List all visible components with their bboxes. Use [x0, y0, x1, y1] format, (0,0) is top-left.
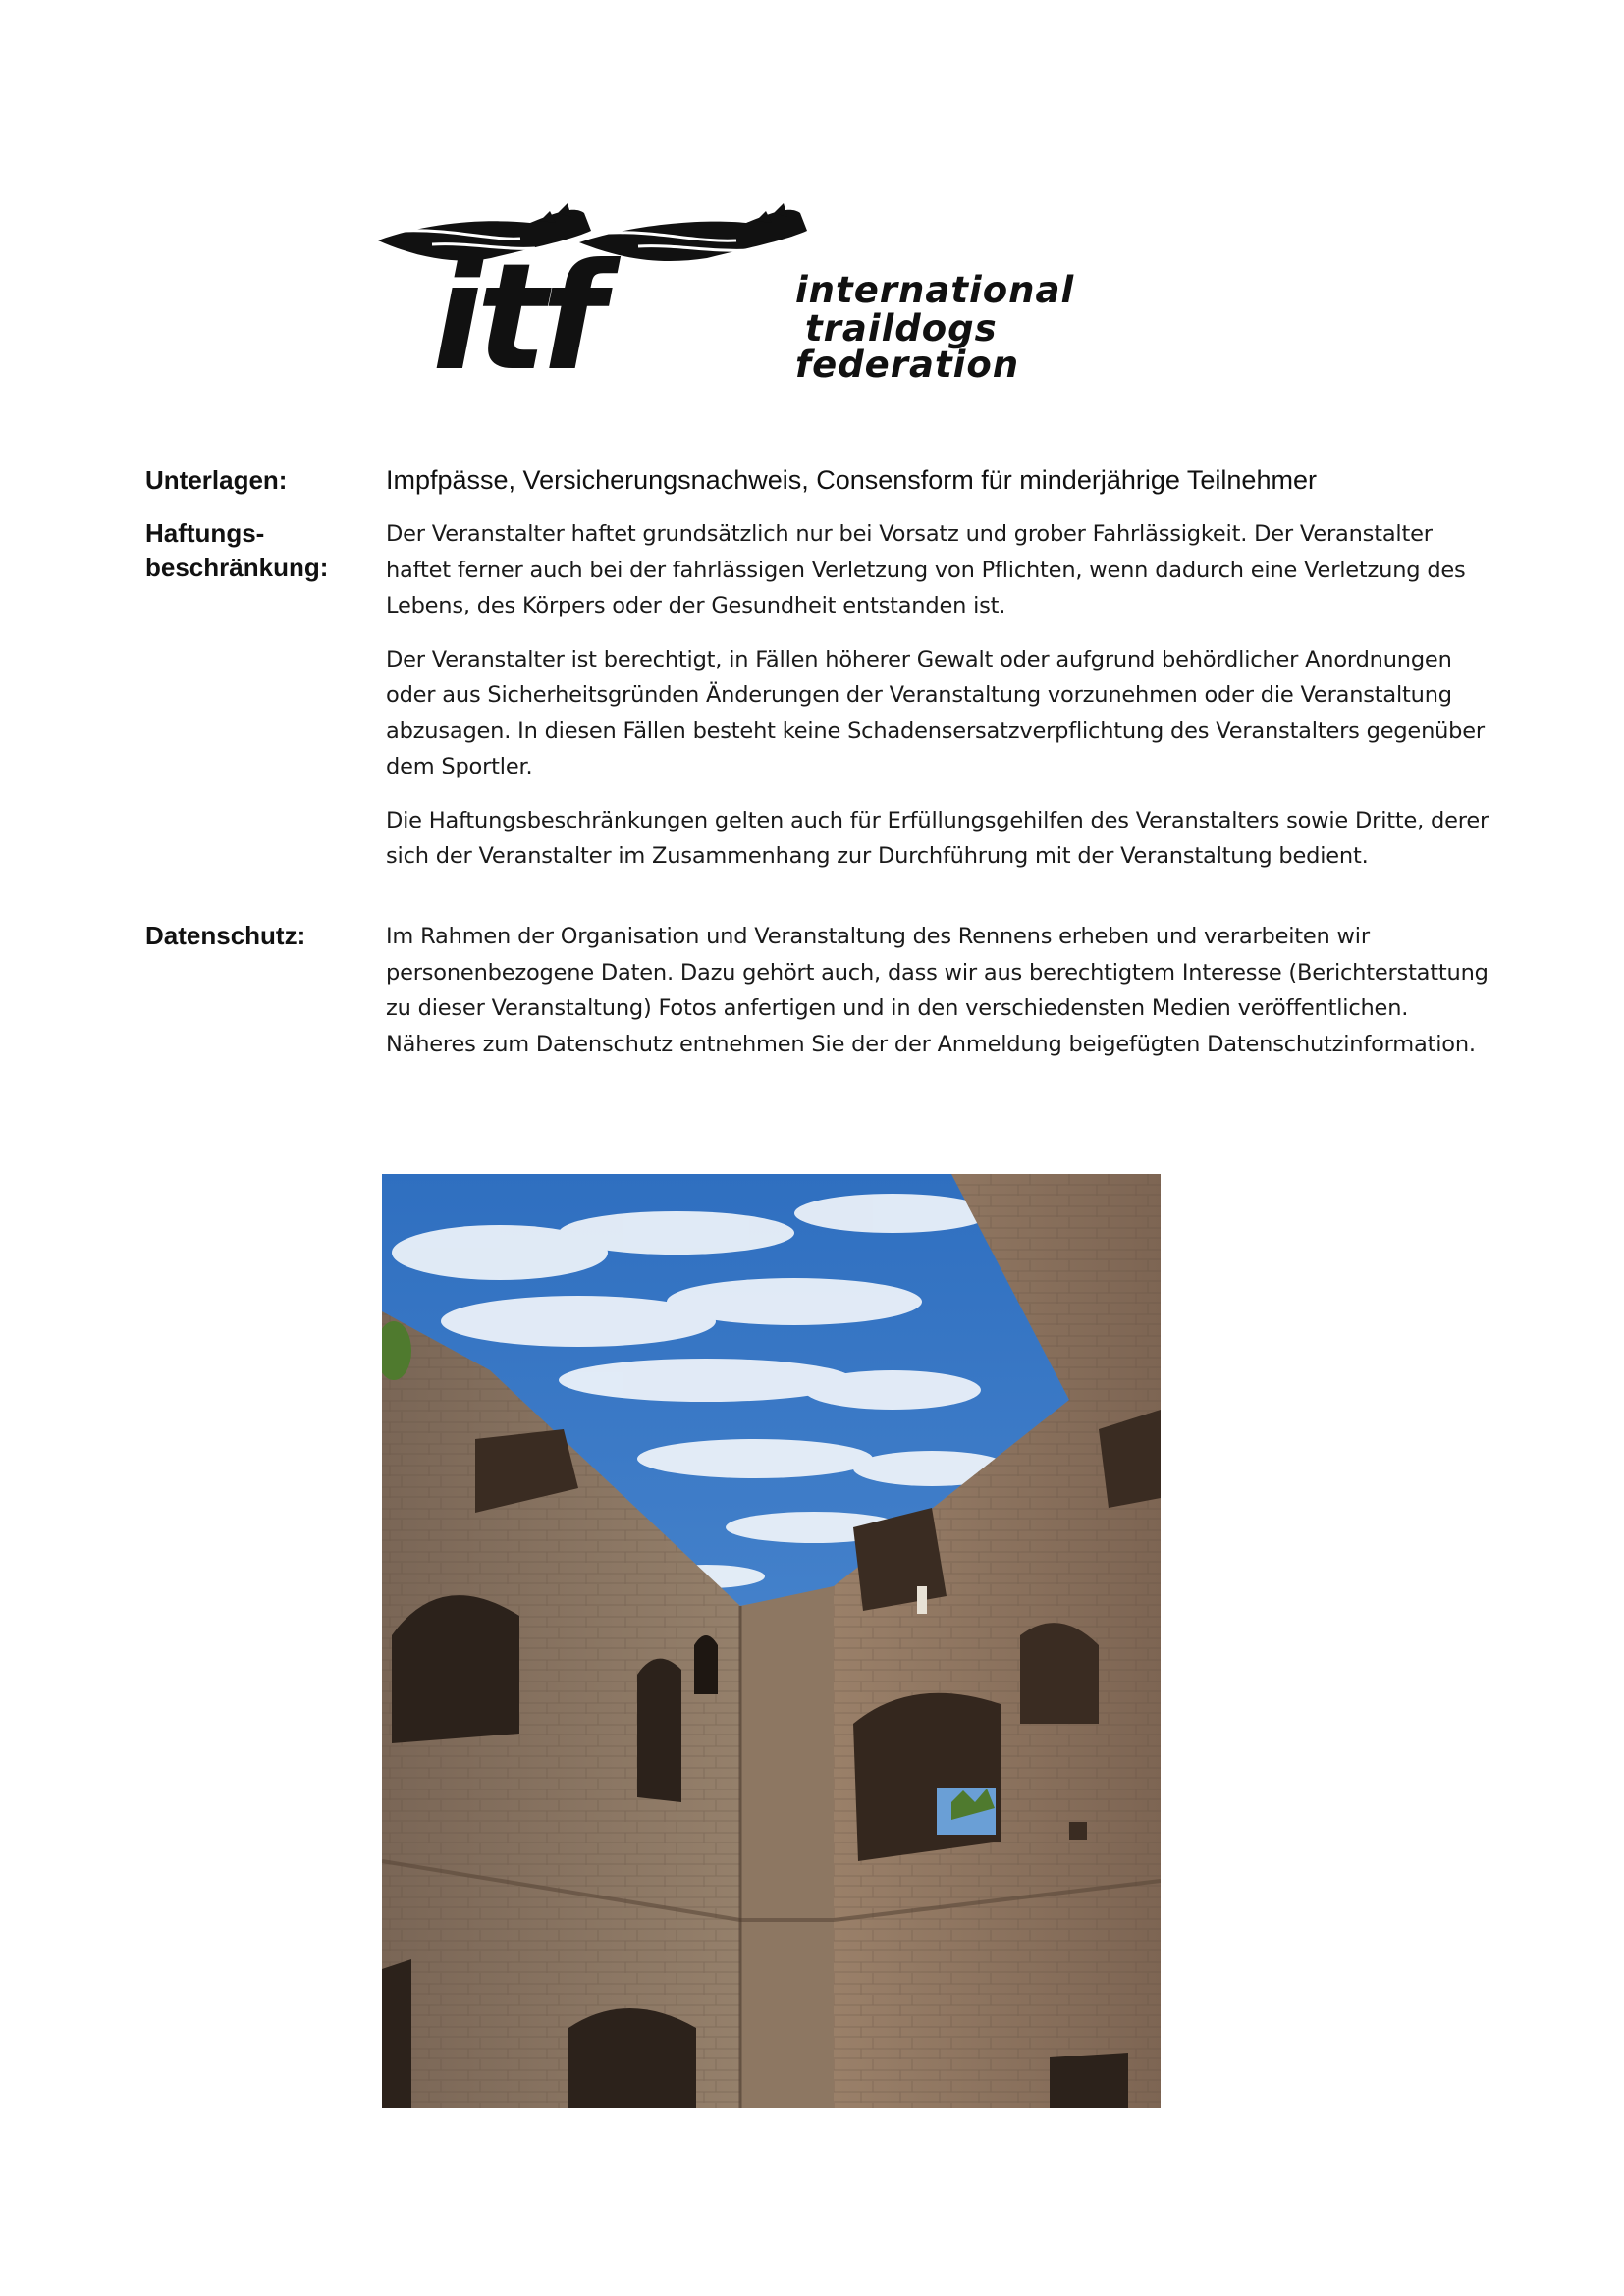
label-haftung	[145, 516, 371, 585]
logo-text-federation: federation	[795, 344, 1020, 386]
haftung-paragraph-3: Die Haftungsbeschränkungen gelten auch für Erfüllungsgehilfen des Veranstalters sowie Dritte, derer sich der Veranstalter im Zusammenhang zur Durchführung mit der Veranstaltung bedient.	[386, 807, 1489, 869]
label-haftung-line1: Haftungs-	[145, 518, 265, 548]
haftung-content	[386, 516, 1500, 892]
unterlagen-text: Impfpässe, Versicherungsnachweis, Consensform für minderjährige Teilnehmer	[386, 465, 1317, 495]
haftung-paragraph-1: Der Veranstalter haftet grundsätzlich nur bei Vorsatz und grober Fahrlässigkeit. Der Veranstalter haftet ferner auch bei der fahrlässigen Verletzung von Pflichten, wenn dadurch eine Verletzung des Lebens, des Körpers oder der Gesundheit entstanden ist.	[386, 521, 1466, 618]
itf-logo	[373, 201, 1227, 386]
haftung-paragraph-2: Der Veranstalter ist berechtigt, in Fällen höherer Gewalt oder aufgrund behördlicher Anordnungen oder aus Sicherheitsgründen Änderungen der Veranstaltung vorzunehmen oder die Veranstaltung abzusagen. In diesen Fällen besteht keine Schadensersatzverpflichtung des Veranstalters gegenüber dem Sportler.	[386, 646, 1485, 779]
logo-text-traildogs: traildogs	[805, 307, 998, 349]
label-haftung-line2: beschränkung:	[145, 553, 329, 582]
label-unterlagen: Unterlagen:	[145, 465, 288, 495]
castle-ruin-photo	[382, 1174, 1161, 2108]
itf-letters: itf	[432, 233, 600, 378]
datenschutz-text: Im Rahmen der Organisation und Veranstaltung des Rennens erheben und verarbeiten wir personenbezogene Daten. Dazu gehört auch, dass wir aus berechtigtem Interesse (Berichterstattung zu dieser Veranstaltung) Fotos anfertigen und in den verschiedensten Medien veröffentlichen. Näheres zum Datenschutz entnehmen Sie der der Anmeldung beigefügten Datenschutzinformation.	[386, 924, 1489, 1057]
logo-text-international: international	[795, 269, 1075, 311]
label-datenschutz: Datenschutz:	[145, 921, 306, 950]
